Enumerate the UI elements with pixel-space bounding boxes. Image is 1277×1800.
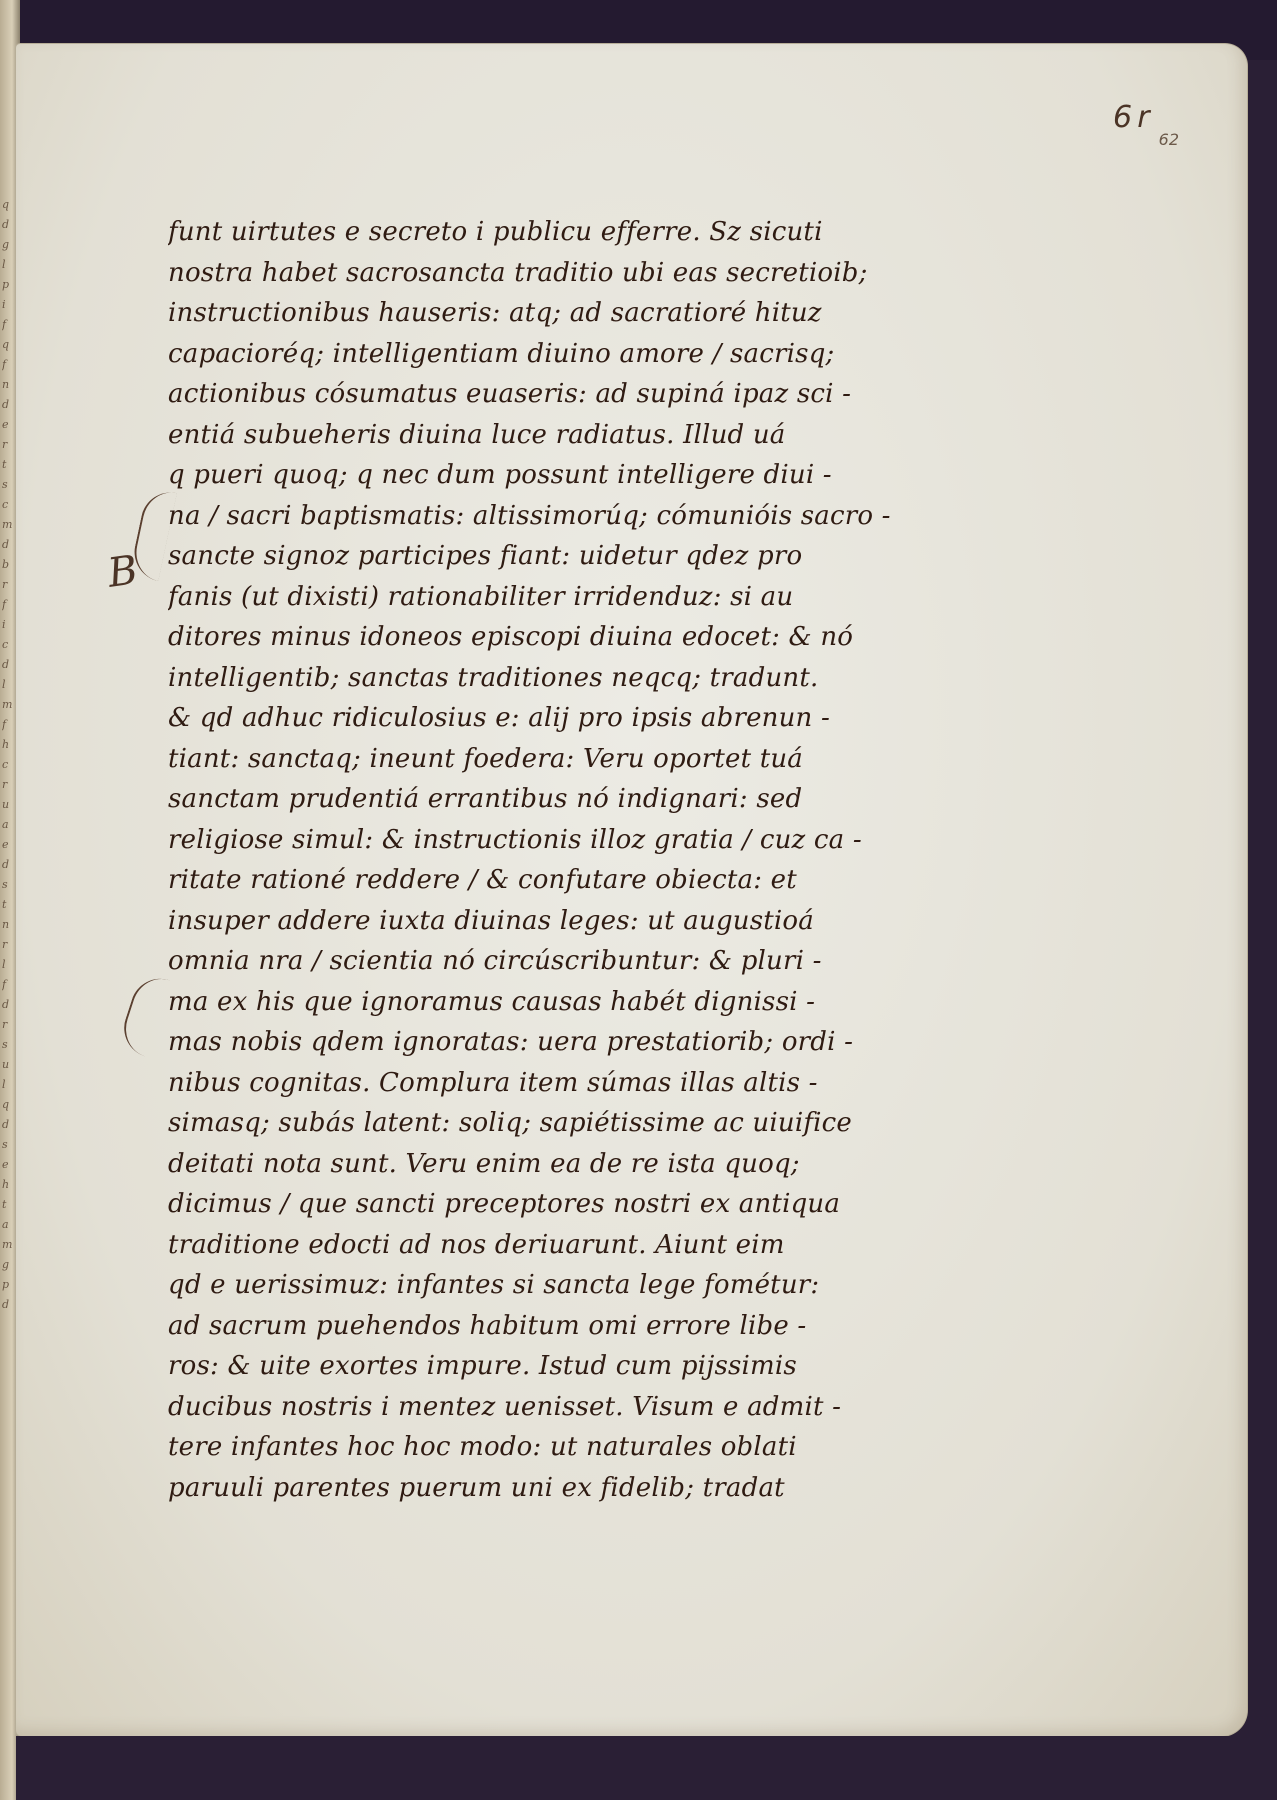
text-line: intelligentib; sanctas traditiones neqcq; tradunt. (168, 662, 819, 693)
folio-secondary-number: 62 (1158, 130, 1179, 149)
text-line: ad sacrum puehendos habitum omi errore libe - (168, 1310, 807, 1341)
text-line: tere infantes hoc hoc modo: ut naturales oblati (168, 1432, 797, 1462)
text-line: sancte signoz participes fiant: uidetur qdez pro (168, 541, 803, 571)
text-line: nibus cognitas. Complura item súmas illas altis - (168, 1067, 818, 1098)
folio-recto-mark: r (1137, 100, 1150, 135)
text-line: ma ex his que ignoramus causas habét dignissi - (168, 986, 816, 1017)
text-line: deitati nota sunt. Veru enim ea de re ista quoq; (168, 1148, 800, 1179)
text-line: fanis (ut dixisti) rationabiliter irridenduz: si au (168, 581, 794, 612)
text-line: actionibus cósumatus euaseris: ad supiná ipaz sci - (168, 379, 852, 409)
text-line: instructionibus hauseris: atq; ad sacratioré hituz (168, 298, 822, 328)
text-line: simasq; subás latent: soliq; sapiétissime ac uiuifice (168, 1108, 853, 1138)
background-bottom (16, 1736, 1247, 1800)
text-line: capacioréq; intelligentiam diuino amore / sacrisq; (168, 338, 835, 369)
text-line: entiá subueheris diuina luce radiatus. Illud uá (168, 419, 786, 450)
text-line: insuper addere iuxta diuinas leges: ut augustioá (168, 905, 814, 936)
text-line: q pueri quoq; q nec dum possunt intelligere diui - (168, 460, 832, 490)
text-line: ditores minus idoneos episcopi diuina edocet: & nó (168, 622, 854, 652)
text-line: ritate rationé reddere / & confutare obiecta: et (168, 865, 797, 895)
text-line: ros: & uite exortes impure. Istud cum pijssimis (168, 1351, 797, 1381)
text-line: dicimus / que sancti preceptores nostri ex antiqua (168, 1189, 841, 1219)
text-line: na / sacri baptismatis: altissimorúq; cómunióis sacro - (168, 500, 891, 531)
manuscript-page (16, 44, 1247, 1736)
text-line: qd e uerissimuz: infantes si sancta lege fométur: (168, 1270, 820, 1300)
text-line: omnia nra / scientia nó circúscribuntur: & pluri - (168, 946, 822, 976)
margin-bracket-lower (116, 971, 171, 1057)
manuscript-text (168, 212, 948, 1508)
text-line: funt uirtutes e secreto i publicu efferre. Sz sicuti (168, 217, 823, 247)
folio-number (1113, 100, 1179, 149)
text-line: ducibus nostris i mentez uenisset. Visum e admit - (168, 1391, 842, 1422)
text-line: mas nobis qdem ignoratas: uera prestatiorib; ordi - (168, 1027, 854, 1057)
text-line: tiant: sanctaq; ineunt foedera: Veru oportet tuá (168, 743, 803, 774)
margin-initial: B (104, 547, 141, 597)
adjacent-page-text: q d g l p i f q f n d e r t s c m d b r f i c d l m f h c r u a e d s t n r l f d r s u l q d s e h t a m g p d (2, 198, 13, 1311)
text-line: sanctam prudentiá errantibus nó indignari: sed (168, 784, 803, 814)
text-line: & qd adhuc ridiculosius e: alij pro ipsis abrenun - (168, 703, 830, 733)
text-line: paruuli parentes puerum uni ex fidelib; tradat (168, 1472, 785, 1503)
folio-main: 6 (1113, 100, 1133, 135)
text-line: nostra habet sacrosancta traditio ubi eas secretioib; (168, 257, 868, 288)
text-line: religiose simul: & instructionis illoz gratia / cuz ca - (168, 824, 862, 855)
text-line: traditione edocti ad nos deriuarunt. Aiunt eim (168, 1229, 785, 1260)
